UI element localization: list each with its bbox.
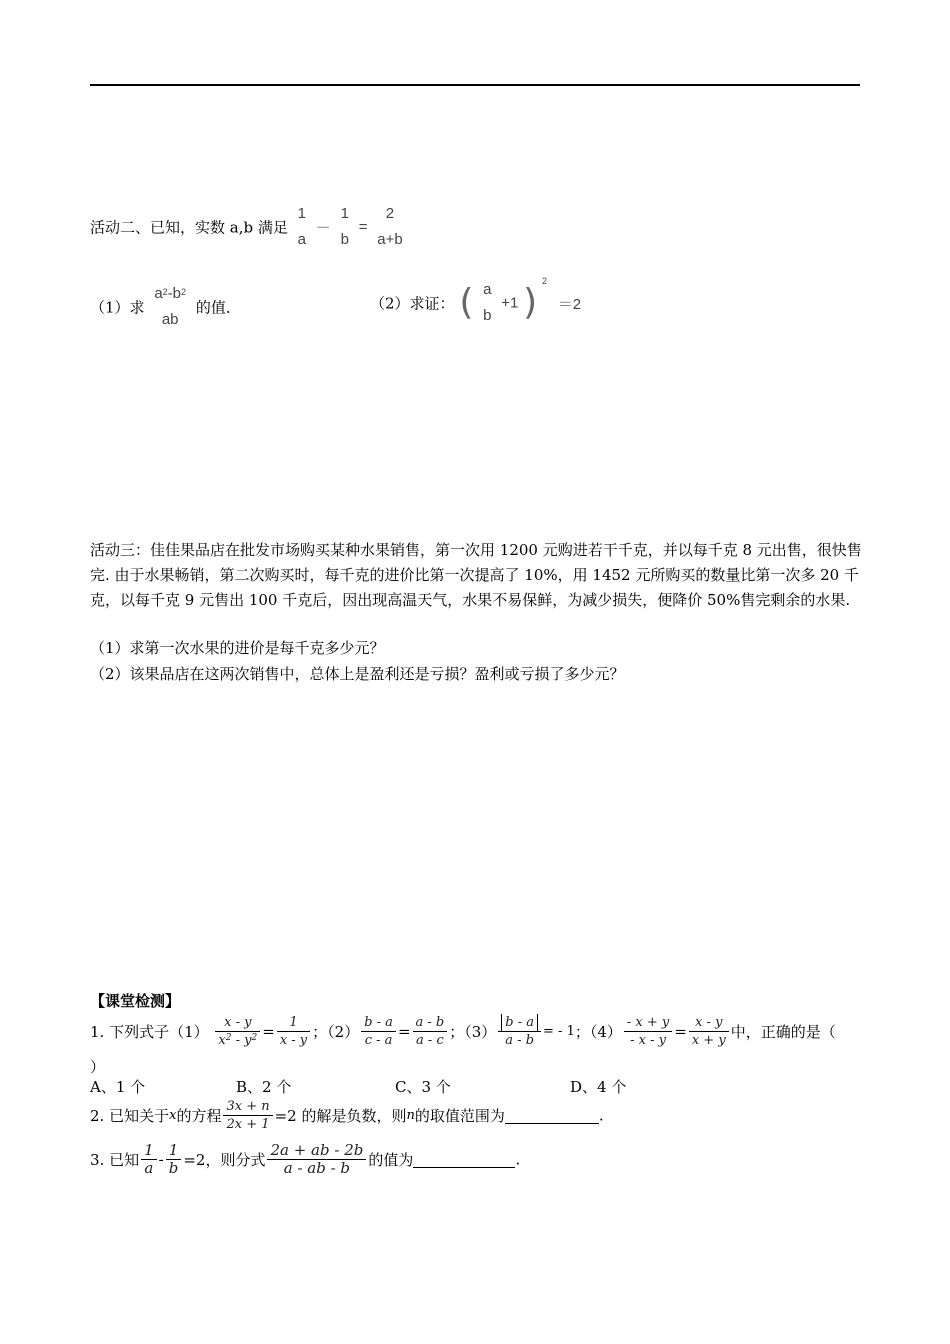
answer-blank-2[interactable]	[505, 1107, 599, 1124]
classroom-heading: 【课堂检测】	[90, 992, 181, 1010]
activity2-question-2: （2）求证： ( a b +1 ) $^2$ ＝2	[370, 276, 582, 324]
choice-a: A、1 个	[90, 1078, 146, 1096]
answer-blank-3[interactable]	[413, 1151, 515, 1168]
problem-2: 2. 已知关于x的方程 $\frac{3x + n}{2x + 1}$ =2 的解是负数，则n的取值范围为 .	[90, 1099, 604, 1132]
p3-fraction-1-over-b: $\frac{1}{b}$	[166, 1142, 182, 1177]
p1-expr2-rhs: $\frac{a - b}{a - c}$	[413, 1014, 448, 1049]
activity3-question-1: （1）求第一次水果的进价是每千克多少元？	[90, 639, 385, 657]
fraction-a-over-b: a b	[483, 281, 492, 324]
activity3-problem: 活动三：佳佳果品店在批发市场购买某种水果销售，第一次用 1200 元购进若干千克，并以每千克 8 元出售，很快售完. 由于水果畅销，第二次购买时，每千克的进价比第一次提高了 10%，用 1452 元所购买的数量比第一次多 20 千克，以每千克 9 元售出 100 千克后，因出现高温天气，水果不易保鲜，为减少损失，便降价 50%售完剩余的水果.	[90, 541, 862, 609]
p1-expr4-rhs: $\frac{x - y}{x + y}$	[689, 1014, 729, 1049]
problem-1-close-paren: ）	[90, 1058, 106, 1076]
p3-fraction: $\frac{2a + ab - 2b}{a - ab - b}$	[267, 1142, 366, 1177]
p1-expr3-lhs: $\frac{b - a}{a - b}$	[498, 1014, 541, 1049]
left-paren: (	[459, 282, 474, 323]
fraction-a2-b2-over-ab: $a^2-b^2$ ab	[154, 285, 187, 328]
right-paren: )	[523, 282, 538, 323]
activity2-question-1: （1）求 $a^2-b^2$ ab 的值．	[90, 285, 241, 328]
choice-c: C、3 个	[395, 1078, 451, 1096]
fraction-1-over-b: 1 b	[340, 205, 349, 248]
p2-fraction: $\frac{3x + n}{2x + 1}$	[223, 1098, 272, 1133]
fraction-1-over-a: 1 a	[297, 205, 306, 248]
p1-expr4-lhs: $\frac{- x + y}{- x - y}$	[624, 1014, 672, 1049]
choice-b: B、2 个	[236, 1078, 292, 1096]
p3-fraction-1-over-a: $\frac{1}{a}$	[141, 1142, 157, 1177]
activity2-line	[90, 204, 408, 250]
fraction-2-over-a-plus-b: 2 a+b	[377, 205, 403, 248]
activity3-question-2: （2）该果品店在这两次销售中，总体上是盈利还是亏损？盈利或亏损了多少元？	[90, 665, 625, 683]
choice-d: D、4 个	[570, 1078, 627, 1096]
p1-expr1-lhs: $\frac{x - y}{x^2 - y^2}$	[215, 1014, 260, 1049]
p1-expr1-rhs: $\frac{1}{x - y}$	[277, 1014, 310, 1049]
equals-sign: =	[358, 218, 368, 236]
activity2-intro: 活动二、已知，实数 a,b 满足	[90, 218, 288, 237]
minus-sign: －	[315, 219, 331, 237]
header-rule	[90, 84, 860, 86]
problem-3: 3. 已知 $\frac{1}{a}$ - $\frac{1}{b}$ =2，则分式 $\frac{2a + ab - 2b}{a - ab - b}$ 的值为 .	[90, 1141, 521, 1177]
problem-1: 1. 下列式子（1） $\frac{x - y}{x^2 - y^2}$ = $\frac{1}{x - y}$ ；（2） $\frac{b - a}{c - a}$ = $\frac{a - b}{a - c}$ ；（3） $\frac{b - a}{a - b}$ = - 1；（4） $\frac{- x + y}{- x - y}$ = $\frac{x - y}{x + y}$ 中，正确的是（	[90, 1015, 836, 1048]
p1-expr2-lhs: $\frac{b - a}{c - a}$	[361, 1014, 396, 1049]
